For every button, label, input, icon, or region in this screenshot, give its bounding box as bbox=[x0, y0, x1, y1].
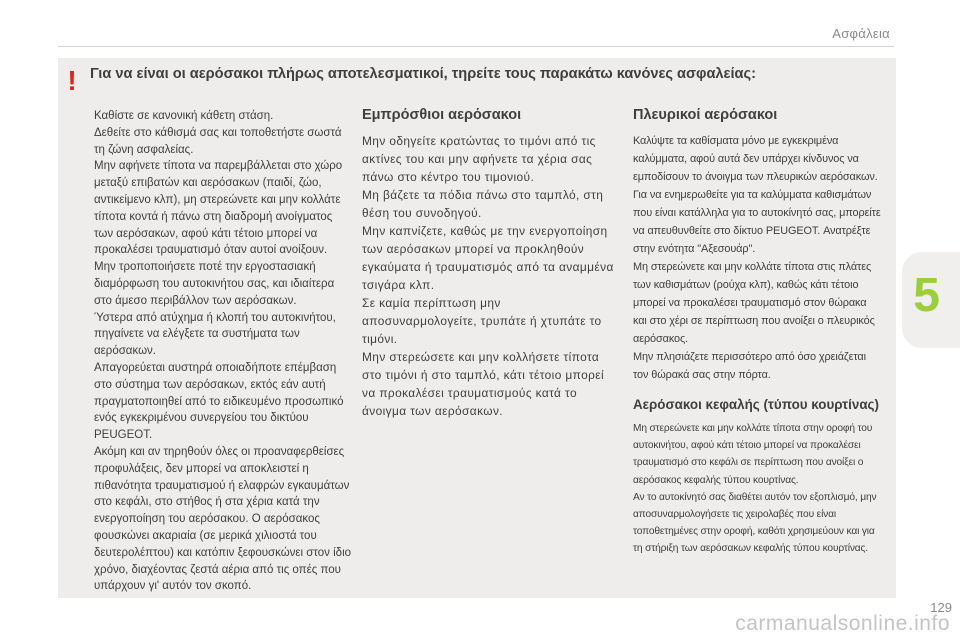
front-paragraph: Μην στερεώσετε και μην κολλήσετε τίποτα στο τιμόνι ή στο ταμπλό, κάτι τέτοιο μπορεί να προκαλέσει τραυματισμούς κατά το άνοιγμα των αερόσακων. bbox=[362, 350, 605, 418]
front-airbags-title: Εμπρόσθιοι αερόσακοι bbox=[362, 107, 522, 123]
front-paragraph: Μη βάζετε τα πόδια πάνω στο ταμπλό, στη θέση του συνοδηγού. bbox=[362, 188, 604, 220]
front-paragraph: Μην οδηγείτε κρατώντας το τιμόνι από τις ακτίνες του και μην αφήνετε τα χέρια σας πάνω στο κέντρο του τιμονιού. bbox=[362, 134, 596, 184]
side-airbags-column bbox=[633, 106, 881, 558]
general-paragraph: Μην αφήνετε τίποτα να παρεμβάλλεται στο χώρο μεταξύ επιβατών και αερόσακων (παιδί, ζώο, αντικείμενο κλπ), μη στερεώνετε και μην κολλάτε τίποτα κοντά ή πάνω στη διαδρομή ανοίγματος των αερόσακων, αφού κάτι τέτοιο μπορεί να προκαλέσει τραυματισμό όταν αυτοί ανοίξουν. bbox=[94, 160, 343, 257]
chapter-number: 5 bbox=[913, 269, 940, 322]
general-paragraph: Καθίστε σε κανονική κάθετη στάση. bbox=[94, 110, 274, 122]
exclamation-icon: ! bbox=[67, 65, 77, 96]
general-rules-column bbox=[94, 108, 352, 595]
section-title: Ασφάλεια bbox=[832, 26, 890, 41]
curtain-airbags-body bbox=[633, 420, 881, 558]
curtain-paragraph: Αν το αυτοκίνητό σας διαθέτει αυτόν τον εξοπλισμό, μην αποσυναρμολογήσετε τις χειρολαβές που είναι τοποθετημένες στην οροφή, καθότι χρησιμεύουν και για τη στήριξη των αερόσακων κεφαλής τύπου κουρτίνας. bbox=[633, 491, 877, 555]
header-divider bbox=[58, 46, 894, 47]
page-number: 129 bbox=[930, 600, 952, 615]
side-paragraph: Μη στερεώνετε και μην κολλάτε τίποτα στις πλάτες των καθισμάτων (ρούχα κλπ), καθώς κάτι τέτοιο μπορεί να προκαλέσει τραυματισμό στον θώρακα και στο χέρι σε περίπτωση που ανοίξει ο πλευρικός αερόσακος. bbox=[633, 261, 875, 345]
watermark: carmanualsonline.info bbox=[735, 612, 950, 635]
front-airbags-body bbox=[362, 132, 616, 420]
warning-headline: Για να είναι οι αερόσακοι πλήρως αποτελεσματικοί, τηρείτε τους παρακάτω κανόνες ασφαλείας: bbox=[90, 66, 756, 82]
side-paragraph: Μην πλησιάζετε περισσότερο από όσο χρειάζεται τον θώρακά σας στην πόρτα. bbox=[633, 351, 866, 381]
front-airbags-column bbox=[362, 106, 616, 420]
general-paragraph: Δεθείτε στο κάθισμά σας και τοποθετήστε σωστά τη ζώνη ασφαλείας. bbox=[94, 126, 342, 156]
curtain-paragraph: Μη στερεώνετε και μην κολλάτε τίποτα στην οροφή του αυτοκινήτου, αφού κάτι τέτοιο μπορεί να προκαλέσει τραυματισμό στο κεφάλι σε περίπτωση που ανοίξει ο αερόσακος κεφαλής τύπου κουρτίνας. bbox=[633, 423, 873, 486]
general-paragraph: Απαγορεύεται αυστηρά οποιαδήποτε επέμβαση στο σύστημα των αερόσακων, εκτός εάν αυτή πραγματοποιηθεί από το ειδικευμένο προσωπικό ενός εγκεκριμένου συνεργείου του δικτύου PEUGEOT. bbox=[94, 361, 344, 442]
front-paragraph: Σε καμία περίπτωση μην αποσυναρμολογείτε, τρυπάτε ή χτυπάτε το τιμόνι. bbox=[362, 296, 602, 346]
side-paragraph: Καλύψτε τα καθίσματα μόνο με εγκεκριμένα καλύμματα, αφού αυτά δεν υπάρχει κίνδυνος να εμποδίσουν το άνοιγμα των πλευρικών αερόσακων. Για να ενημερωθείτε για τα καλύμματα καθισμάτων που είναι κατάλληλα για το αυτοκίνητό σας, μπορείτε να απευθυνθείτε στο δίκτυο PEUGEOT. Ανατρέξτε στην ενότητα "Αξεσουάρ". bbox=[633, 135, 881, 255]
front-paragraph: Μην καπνίζετε, καθώς με την ενεργοποίηση των αερόσακων μπορεί να προκληθούν εγκαύματα ή τραυματισμός από τα αναμμένα τσιγάρα κλπ. bbox=[362, 224, 614, 292]
general-paragraph: Μην τροποποιήσετε ποτέ την εργοστασιακή διαμόρφωση του αυτοκινήτου σας, και ιδιαίτερα στο άμεσο περιβάλλον των αερόσακων. bbox=[94, 261, 335, 307]
general-paragraph: Ακόμη και αν τηρηθούν όλες οι προαναφερθείσες προφυλάξεις, δεν μπορεί να αποκλειστεί η πιθανότητα τραυματισμού ή ελαφρών εγκαυμάτων στο κεφάλι, στο στήθος ή στα χέρια κατά την ενεργοποίηση του αερόσακου. Ο αερόσακος φουσκώνει ακαριαία (σε μερικά χιλιοστά του δευτερολέπτου) και κατόπιν ξεφουσκώνει στον ίδιο χρόνο, διαχέοντας ζεστά αέρια από τις οπές που υπάρχουν γι' αυτόν τον σκοπό. bbox=[94, 445, 352, 593]
side-airbags-body bbox=[633, 132, 881, 384]
side-airbags-title: Πλευρικοί αερόσακοι bbox=[633, 107, 778, 123]
curtain-airbags-title: Αερόσακοι κεφαλής (τύπου κουρτίνας) bbox=[633, 397, 879, 412]
general-paragraph: Ύστερα από ατύχημα ή κλοπή του αυτοκινήτου, πηγαίνετε να ελέγξετε τα συστήματα των αερόσακων. bbox=[94, 311, 336, 358]
